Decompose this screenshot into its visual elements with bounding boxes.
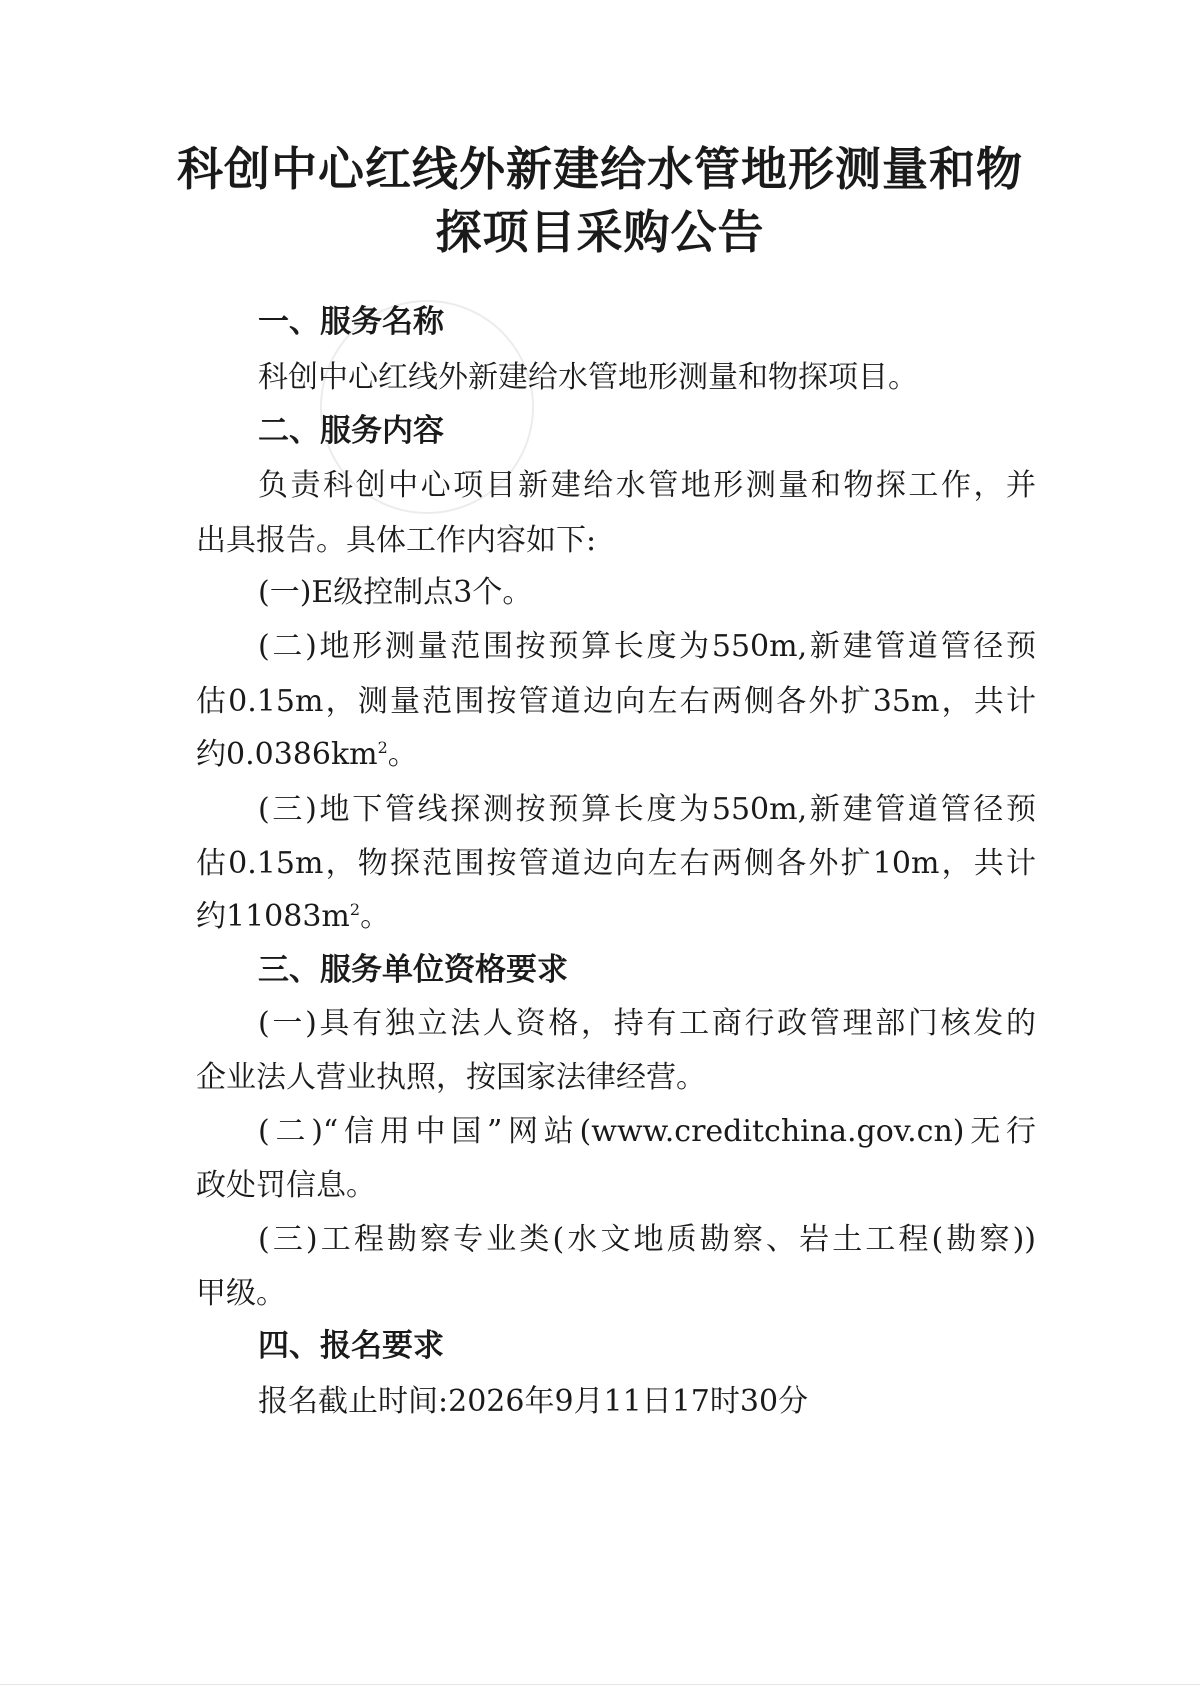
area-value: 约0.0386km — [196, 737, 378, 772]
page-bottom-edge — [0, 1684, 1200, 1685]
section-2-item-2-line-2: 估0.15m，测量范围按管道边向左右两侧各外扩35m，共计 — [196, 684, 1036, 719]
section-2-item-3-line-1: (三)地下管线探测按预算长度为550m,新建管道管径预 — [258, 792, 1036, 827]
section-2-item-2-line-1: (二)地形测量范围按预算长度为550m,新建管道管径预 — [258, 629, 1036, 664]
document-title-line-2: 探项目采购公告 — [435, 205, 765, 259]
section-2-item-1: (一)E级控制点3个。 — [258, 575, 533, 610]
section-3-item-2-line-1: (二)“信用中国”网站(www.creditchina.gov.cn)无行 — [258, 1114, 1036, 1149]
document-title-line-1: 科创中心红线外新建给水管地形测量和物 — [177, 142, 1023, 196]
area-unit-superscript: 2 — [349, 900, 361, 919]
section-4-heading: 四、报名要求 — [258, 1328, 444, 1364]
section-3-item-3-line-2: 甲级。 — [196, 1276, 286, 1311]
section-2-item-2-line-3 — [196, 729, 1036, 773]
section-2-heading: 二、服务内容 — [258, 413, 444, 449]
sentence-end: 。 — [387, 737, 418, 772]
section-3-item-1-line-2: 企业法人营业执照，按国家法律经营。 — [196, 1060, 706, 1095]
section-4-text: 报名截止时间:2026年9月11日17时30分 — [258, 1384, 809, 1419]
area-value: 约11083m — [196, 899, 350, 934]
sentence-end: 。 — [360, 899, 391, 934]
section-3-item-3-line-1: (三)工程勘察专业类(水文地质勘察、岩土工程(勘察)) — [258, 1222, 1036, 1257]
section-3-item-1-line-1: (一)具有独立法人资格，持有工商行政管理部门核发的 — [258, 1006, 1036, 1041]
section-1-heading: 一、服务名称 — [258, 304, 444, 340]
section-2-item-3-line-2: 估0.15m，物探范围按管道边向左右两侧各外扩10m，共计 — [196, 846, 1036, 881]
section-3-item-2-line-2: 政处罚信息。 — [196, 1168, 376, 1203]
section-2-item-3-line-3 — [196, 891, 1036, 935]
section-3-heading: 三、服务单位资格要求 — [258, 952, 568, 988]
section-1-text: 科创中心红线外新建给水管地形测量和物探项目。 — [258, 360, 918, 395]
section-2-paragraph-line-1: 负责科创中心项目新建给水管地形测量和物探工作，并 — [258, 468, 1036, 503]
area-unit-superscript: 2 — [377, 738, 388, 757]
section-2-paragraph-line-2: 出具报告。具体工作内容如下: — [196, 523, 597, 558]
